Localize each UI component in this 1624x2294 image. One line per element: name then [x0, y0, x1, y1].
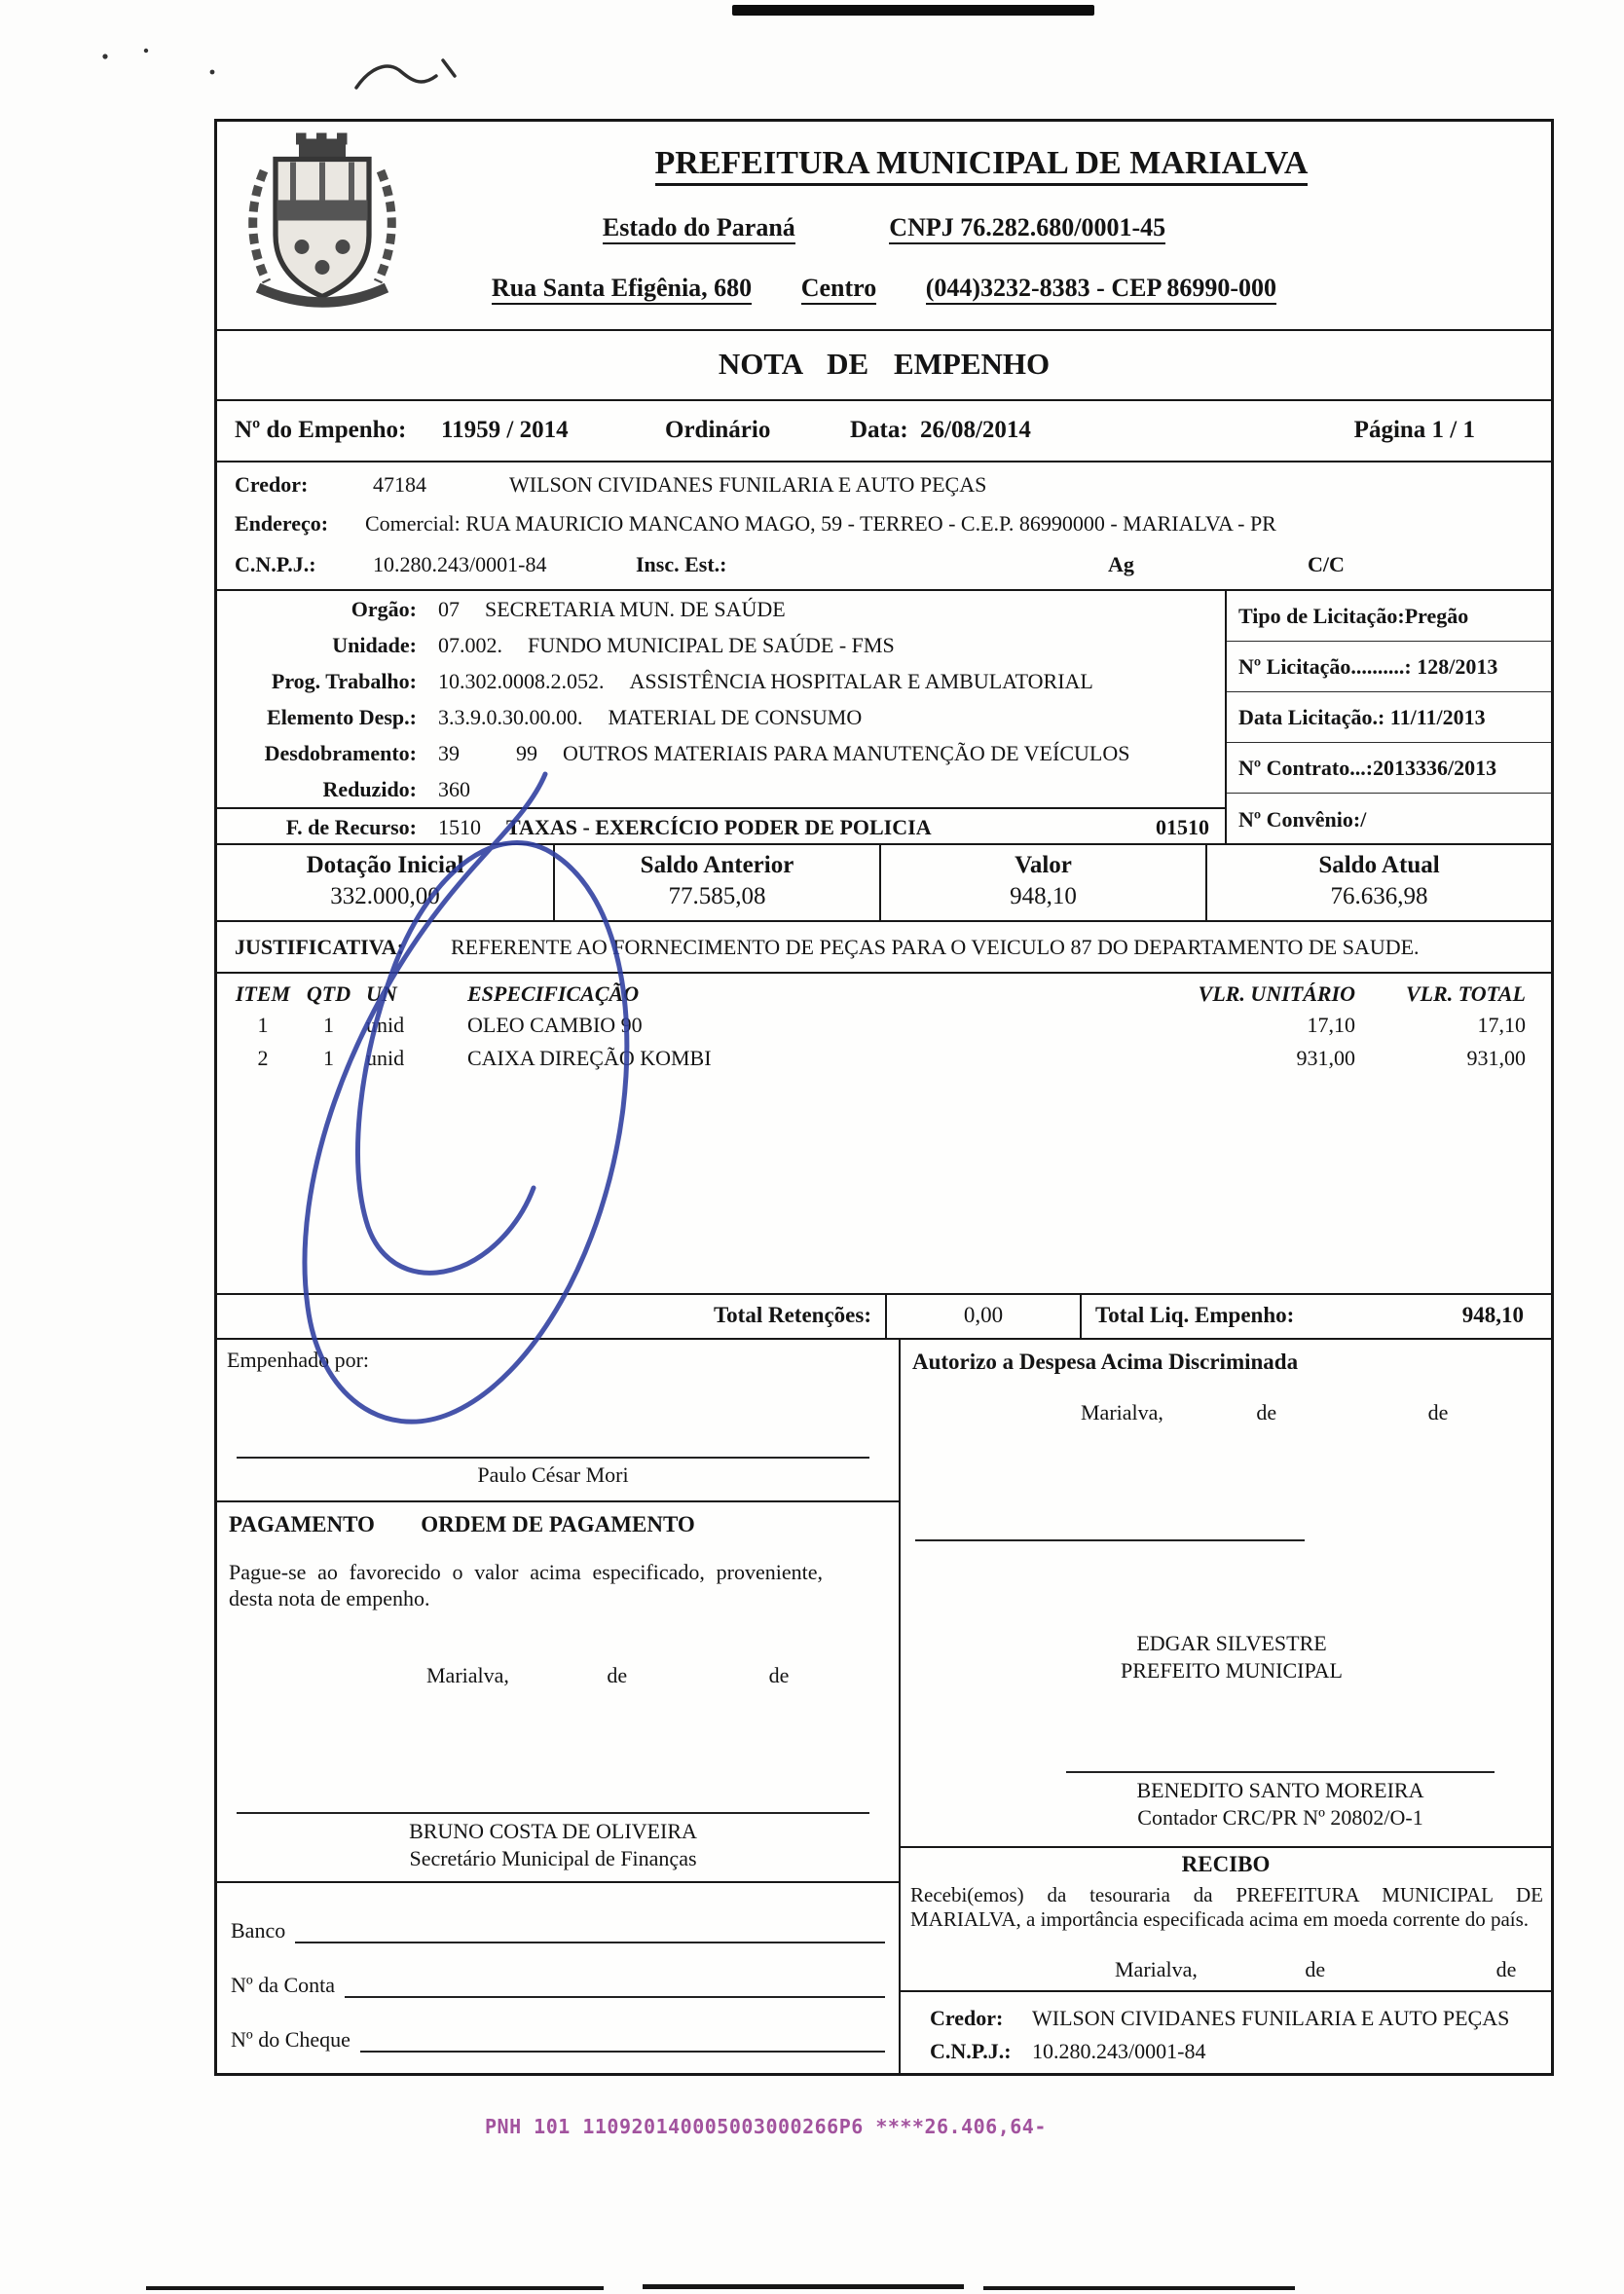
justification-section — [217, 920, 1551, 972]
authorization-block — [901, 1340, 1551, 1846]
item-total: 931,00 — [1466, 1046, 1526, 1070]
col-spec-header: ESPECIFICAÇÃO — [467, 981, 640, 1006]
signatures-section — [217, 1338, 1551, 2073]
net-total-value: 948,10 — [1461, 1303, 1524, 1327]
item-spec: CAIXA DIREÇÃO KOMBI — [467, 1046, 712, 1070]
balances-section — [217, 843, 1551, 920]
col-unitprice-header: VLR. UNITÁRIO — [1198, 981, 1355, 1006]
creditor-code: 47184 — [373, 472, 426, 497]
signature-line — [1066, 1771, 1495, 1773]
authorize-expense-label: Autorizo a Despesa Acima Discriminada — [912, 1350, 1299, 1374]
value-label: Valor — [1015, 852, 1072, 878]
date-label: Data: — [850, 417, 908, 443]
items-header-row — [217, 974, 1551, 1013]
row-text: MATERIAL DE CONSUMO — [608, 704, 863, 729]
date-value: 26/08/2014 — [920, 417, 1031, 443]
net-total-cell — [1082, 1295, 1551, 1338]
account-blank-line — [345, 1969, 885, 1998]
item-unit: unid — [366, 1046, 405, 1070]
city-date-line — [1115, 1957, 1516, 1982]
accountant-name: BENEDITO SANTO MOREIRA — [1136, 1778, 1424, 1802]
value-amount: 948,10 — [1010, 883, 1077, 909]
col-qty-header: QTD — [306, 981, 351, 1006]
account-label: C/C — [1308, 552, 1345, 576]
city-date-line — [1081, 1400, 1448, 1425]
retentions-value: 0,00 — [887, 1295, 1082, 1338]
cheque-row — [231, 1998, 885, 2053]
row-code: 39 — [438, 740, 460, 765]
city-label: Marialva, — [1115, 1957, 1198, 1981]
of-label: de — [1256, 1400, 1277, 1424]
row-label: Orgão: — [351, 596, 417, 621]
account-row — [231, 1943, 885, 1998]
budget-section — [217, 589, 1551, 843]
address-label: Endereço: — [235, 511, 329, 536]
address-text: Rua Santa Efigênia, 680 — [492, 274, 752, 305]
bank-blank-line — [295, 1914, 885, 1943]
current-balance-label: Saldo Atual — [1318, 852, 1440, 878]
creditor-label: Credor: — [235, 472, 309, 497]
item-row — [217, 1013, 1551, 1046]
creditor-cnpj-label: C.N.P.J.: — [235, 552, 316, 576]
signature-line — [237, 1457, 869, 1459]
budget-row-desdobramento — [217, 735, 1225, 771]
creditor-cnpj-value: 10.280.243/0001-84 — [373, 552, 547, 576]
previous-balance-value: 77.585,08 — [668, 883, 766, 909]
state-reg-label: Insc. Est.: — [636, 552, 727, 576]
page-title: PREFEITURA MUNICIPAL DE MARIALVA — [422, 145, 1541, 182]
item-unitprice: 931,00 — [1296, 1046, 1355, 1070]
row-label: Elemento Desp.: — [267, 704, 417, 729]
budget-classification — [217, 591, 1225, 843]
agreement-number: Nº Convênio:/ — [1238, 806, 1367, 832]
col-unit-header: UN — [366, 981, 397, 1006]
bank-details-block — [217, 1881, 899, 2071]
row-code: 07 — [438, 596, 460, 621]
nota-de-empenho-form — [214, 119, 1554, 2076]
district-text: Centro — [801, 274, 877, 305]
col-total-header: VLR. TOTAL — [1405, 981, 1526, 1006]
of-label: de — [1427, 1400, 1449, 1424]
bidding-date: Data Licitação.: 11/11/2013 — [1227, 692, 1551, 743]
row-text: FUNDO MUNICIPAL DE SAÚDE - FMS — [528, 632, 895, 657]
item-number: 2 — [257, 1046, 269, 1070]
cheque-blank-line — [360, 2023, 885, 2053]
row-text: OUTROS MATERIAIS PARA MANUTENÇÃO DE VEÍCULOS — [563, 740, 1130, 765]
header-subtitle — [217, 213, 1551, 242]
right-signature-column — [899, 1340, 1551, 2073]
scan-artifact-bottom — [643, 2284, 964, 2289]
left-signature-column — [217, 1340, 899, 2073]
scan-artifact-bottom — [146, 2286, 604, 2290]
receipt-creditor-name: WILSON CIVIDANES FUNILARIA E AUTO PEÇAS — [1032, 2006, 1510, 2030]
totals-row — [217, 1293, 1551, 1338]
item-unitprice: 17,10 — [1307, 1013, 1355, 1037]
budget-row-orgao — [217, 591, 1225, 627]
signature-line — [915, 1539, 1305, 1541]
payment-order-block — [217, 1500, 899, 1881]
retentions-label: Total Retenções: — [217, 1295, 887, 1338]
receipt-cnpj-value: 10.280.243/0001-84 — [1032, 2039, 1206, 2063]
payment-order-text: Pague-se ao favorecido o valor acima especificado, proveniente, desta nota de empenho. — [229, 1560, 823, 1610]
row-label: Reduzido: — [322, 776, 417, 801]
city-label: Marialva, — [426, 1663, 509, 1687]
cheque-number-label: Nº do Cheque — [231, 2027, 351, 2052]
committed-by-label: Empenhado por: — [227, 1348, 370, 1372]
mayor-signature — [959, 1630, 1504, 1684]
document-title: NOTA DE EMPENHO — [217, 329, 1551, 399]
receipt-block — [901, 1846, 1551, 1990]
bidding-info — [1225, 591, 1551, 843]
current-balance-cell — [1205, 845, 1551, 920]
receipt-title: RECIBO — [1181, 1852, 1271, 1876]
bidding-number: Nº Licitação..........: 128/2013 — [1227, 642, 1551, 692]
current-balance-value: 76.636,98 — [1330, 883, 1428, 909]
previous-balance-label: Saldo Anterior — [640, 852, 794, 878]
scan-artifact-bottom — [983, 2286, 1295, 2290]
budget-row-unidade — [217, 627, 1225, 663]
item-spec: OLEO CAMBIO 90 — [467, 1013, 643, 1037]
bank-label: Banco — [231, 1918, 286, 1942]
bidding-type: Tipo de Licitação:Pregão — [1227, 591, 1551, 642]
item-qty: 1 — [323, 1013, 334, 1037]
header-section — [217, 122, 1551, 329]
creditor-section — [217, 461, 1551, 589]
row-label: Prog. Trabalho: — [271, 668, 417, 693]
row-text: SECRETARIA MUN. DE SAÚDE — [485, 596, 786, 621]
creditor-name: WILSON CIVIDANES FUNILARIA E AUTO PEÇAS — [509, 472, 987, 497]
of-label: de — [1305, 1957, 1326, 1981]
agency-label: Ag — [1108, 552, 1134, 576]
row-code2: 99 — [516, 740, 537, 765]
small-ink-scribble — [356, 60, 455, 88]
signature-line — [237, 1812, 869, 1814]
initial-allocation-cell — [217, 845, 553, 920]
header-address — [217, 274, 1551, 303]
receipt-cnpj-row — [901, 2035, 1551, 2068]
previous-balance-cell — [553, 845, 879, 920]
cnpj-label: CNPJ 76.282.680/0001-45 — [889, 213, 1165, 244]
budget-row-elemento — [217, 699, 1225, 735]
net-total-label: Total Liq. Empenho: — [1095, 1303, 1295, 1327]
scan-artifact-top — [732, 5, 1094, 16]
city-date-line — [426, 1663, 789, 1688]
of-label: de — [607, 1663, 628, 1687]
row-code: 360 — [438, 776, 470, 801]
dot-matrix-print-line: PNH 101 110920140005003000266P6 ****26.406,64- — [485, 2115, 1047, 2138]
address-value: Comercial: RUA MAURICIO MANCANO MAGO, 59 - TERREO - C.E.P. 86990000 - MARIALVA - PR — [365, 511, 1276, 536]
receipt-creditor-block — [901, 1990, 1551, 2071]
empenho-number-value: 11959 / 2014 — [441, 417, 569, 443]
ink-dot — [102, 54, 107, 58]
page-number: Página 1 / 1 — [1353, 417, 1475, 443]
mayor-name: EDGAR SILVESTRE — [1136, 1631, 1327, 1655]
empenho-number-label: Nº do Empenho: — [235, 417, 407, 443]
committed-by-name: Paulo César Mori — [477, 1462, 629, 1487]
of-label: de — [768, 1663, 790, 1687]
item-unit: unid — [366, 1013, 405, 1037]
bank-row — [231, 1889, 885, 1943]
row-code: 07.002. — [438, 632, 502, 657]
payment-label: PAGAMENTO — [229, 1512, 375, 1536]
row-label: F. de Recurso: — [285, 814, 417, 839]
row-text: ASSISTÊNCIA HOSPITALAR E AMBULATORIAL — [629, 668, 1093, 693]
row-label: Unidade: — [332, 632, 417, 657]
account-number-label: Nº da Conta — [231, 1973, 336, 1997]
justification-text: REFERENTE AO FORNECIMENTO DE PEÇAS PARA O VEICULO 87 DO DEPARTAMENTO DE SAUDE. — [451, 935, 1420, 959]
resource-code: 01510 — [1156, 814, 1209, 839]
initial-allocation-value: 332.000,00 — [330, 883, 440, 909]
budget-row-recurso — [217, 807, 1225, 845]
phone-cep-text: (044)3232-8383 - CEP 86990-000 — [926, 274, 1276, 305]
ink-dot — [210, 70, 215, 75]
item-qty: 1 — [323, 1046, 334, 1070]
receipt-creditor-label: Credor: — [930, 2006, 1004, 2030]
budget-row-reduzido — [217, 771, 1225, 807]
col-item-header: ITEM — [235, 981, 291, 1006]
item-row — [217, 1046, 1551, 1079]
item-number: 1 — [257, 1013, 269, 1037]
row-code: 3.3.9.0.30.00.00. — [438, 704, 583, 729]
of-label: de — [1495, 1957, 1517, 1981]
finance-secretary-title: Secretário Municipal de Finanças — [409, 1846, 697, 1870]
finance-secretary-signature — [237, 1818, 869, 1872]
payment-order-title: ORDEM DE PAGAMENTO — [421, 1512, 695, 1536]
contract-number: Nº Contrato...:2013336/2013 — [1227, 743, 1551, 794]
items-section — [217, 972, 1551, 1293]
ink-dot — [144, 49, 148, 53]
row-label: Desdobramento: — [264, 740, 417, 765]
initial-allocation-label: Dotação Inicial — [306, 852, 464, 878]
row-code: 10.302.0008.2.052. — [438, 668, 605, 693]
row-code: 1510 — [438, 814, 481, 839]
receipt-cnpj-label: C.N.P.J.: — [930, 2039, 1012, 2063]
finance-secretary-name: BRUNO COSTA DE OLIVEIRA — [409, 1819, 697, 1843]
justification-label: JUSTIFICATIVA: — [235, 935, 405, 959]
accountant-signature — [1017, 1777, 1543, 1832]
receipt-creditor-row — [901, 2002, 1551, 2035]
receipt-text: Recebi(emos) da tesouraria da PREFEITURA MUNICIPAL DE MARIALVA, a importância especificada acima em moeda corrente do país. — [910, 1883, 1543, 1931]
value-cell — [879, 845, 1205, 920]
accountant-title: Contador CRC/PR Nº 20802/O-1 — [1137, 1805, 1423, 1830]
mayor-title: PREFEITO MUNICIPAL — [1121, 1658, 1343, 1683]
row-text: TAXAS - EXERCÍCIO PODER DE POLICIA — [506, 814, 932, 839]
city-label: Marialva, — [1081, 1400, 1163, 1424]
committed-by-block — [217, 1340, 899, 1500]
item-total: 17,10 — [1477, 1013, 1526, 1037]
empenho-type: Ordinário — [665, 417, 771, 443]
state-label: Estado do Paraná — [603, 213, 795, 244]
empenho-number-row — [217, 399, 1551, 461]
budget-row-prog-trabalho — [217, 663, 1225, 699]
